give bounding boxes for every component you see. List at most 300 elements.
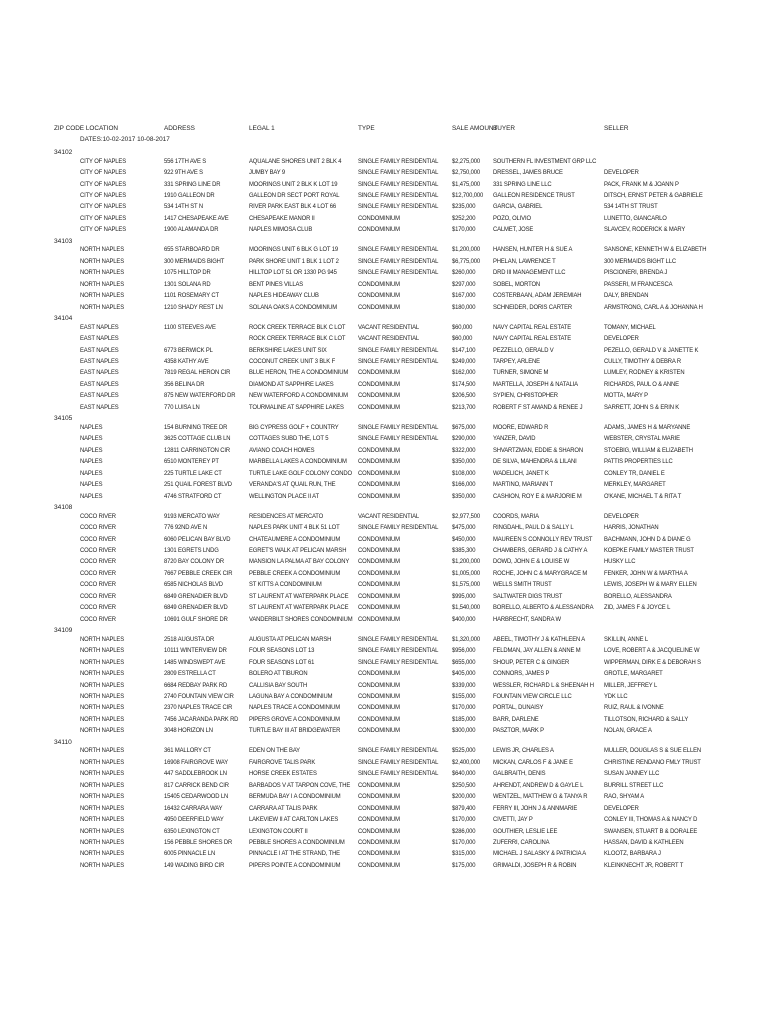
header-zip-location: ZIP CODE LOCATION bbox=[54, 125, 119, 132]
cell-address: 1301 EGRETS LNDG bbox=[164, 546, 219, 554]
cell-buyer: WENTZEL, MATTHEW G & TANYA R bbox=[493, 793, 588, 801]
cell-legal: HORSE CREEK ESTATES bbox=[249, 770, 317, 778]
cell-sale-amount: $249,000 bbox=[452, 358, 476, 365]
cell-type: CONDOMINIUM bbox=[358, 816, 400, 824]
cell-sale-amount: $6,775,000 bbox=[452, 257, 481, 265]
cell-sale-amount: $170,000 bbox=[452, 226, 476, 234]
cell-location: EAST NAPLES bbox=[80, 369, 119, 377]
cell-type: SINGLE FAMILY RESIDENTIAL bbox=[358, 770, 439, 778]
cell-sale-amount: $655,000 bbox=[452, 658, 476, 666]
cell-legal: ST LAURENT AT WATERPARK PLACE bbox=[249, 604, 349, 612]
cell-location: COCO RIVER bbox=[80, 535, 116, 543]
cell-buyer: MARTINO, MARIANN T bbox=[493, 481, 554, 489]
cell-seller: HARRIS, JONATHAN bbox=[604, 524, 659, 532]
cell-buyer: FELDMAN, JAY ALLEN & ANNE M bbox=[493, 647, 581, 655]
cell-sale-amount: $286,000 bbox=[452, 827, 476, 835]
cell-buyer: FERRY III, JOHN J & ANNMARIE bbox=[493, 804, 578, 812]
cell-type: SINGLE FAMILY RESIDENTIAL bbox=[358, 346, 439, 354]
cell-seller: LUMLEY, RODNEY & KRISTEN bbox=[604, 369, 685, 377]
cell-legal: NEW WATERFORD A CONDOMINIUM bbox=[249, 392, 348, 400]
cell-type: SINGLE FAMILY RESIDENTIAL bbox=[358, 203, 439, 211]
cell-seller: KLEINKNECHT JR, ROBERT T bbox=[604, 861, 684, 869]
cell-buyer: HARBRECHT, SANDRA W bbox=[493, 615, 561, 623]
cell-type: SINGLE FAMILY RESIDENTIAL bbox=[358, 423, 439, 431]
cell-buyer: DOWD, JOHN E & LOUISE W bbox=[493, 558, 570, 566]
cell-address: 331 SPRING LINE DR bbox=[164, 180, 221, 188]
cell-seller: CHRISTINE RENDANO FMLY TRUST bbox=[604, 758, 701, 766]
cell-address: 6684 REDBAY PARK RD bbox=[164, 681, 228, 689]
cell-address: 6060 PELICAN BAY BLVD bbox=[164, 535, 231, 543]
cell-seller: SUSAN JANNEY LLC bbox=[604, 770, 660, 778]
cell-buyer: MICKAN, CARLOS F & JANE E bbox=[493, 758, 573, 766]
cell-address: 3048 HORIZON LN bbox=[164, 727, 213, 735]
cell-type: CONDOMINIUM bbox=[358, 581, 400, 589]
cell-buyer: ZUFERRI, CAROLINA bbox=[493, 838, 550, 846]
cell-location: COCO RIVER bbox=[80, 615, 116, 623]
cell-type: CONDOMINIUM bbox=[358, 280, 400, 288]
cell-location: NORTH NAPLES bbox=[80, 269, 124, 277]
cell-type: CONDOMINIUM bbox=[358, 804, 400, 812]
cell-buyer: LEWIS JR, CHARLES A bbox=[493, 747, 554, 755]
cell-location: CITY OF NAPLES bbox=[80, 191, 126, 199]
cell-address: 10111 WINTERVIEW DR bbox=[164, 647, 227, 655]
cell-legal: EDEN ON THE BAY bbox=[249, 747, 300, 755]
cell-sale-amount: $213,700 bbox=[452, 403, 476, 411]
cell-type: SINGLE FAMILY RESIDENTIAL bbox=[358, 747, 439, 755]
cell-sale-amount: $170,000 bbox=[452, 838, 476, 846]
cell-legal: PEBBLE CREEK A CONDOMINIUM bbox=[249, 569, 341, 577]
cell-address: 7819 REGAL HERON CIR bbox=[164, 369, 231, 377]
cell-type: CONDOMINIUM bbox=[358, 838, 400, 846]
cell-legal: PARK SHORE UNIT 1 BLK 1 LOT 2 bbox=[249, 257, 339, 265]
cell-legal: BLUE HERON, THE A CONDOMINIUM bbox=[249, 369, 349, 377]
cell-sale-amount: $1,200,000 bbox=[452, 558, 481, 566]
cell-type: CONDOMINIUM bbox=[358, 781, 400, 789]
cell-address: 817 CARRICK BEND CIR bbox=[164, 781, 229, 789]
cell-buyer: FOUNTAIN VIEW CIRCLE LLC bbox=[493, 692, 572, 700]
cell-buyer: DRESSEL, JAMES BRUCE bbox=[493, 169, 563, 177]
cell-location: NORTH NAPLES bbox=[80, 758, 124, 766]
cell-legal: BERKSHIRE LAKES UNIT SIX bbox=[249, 346, 327, 354]
header-dates: DATES:10-02-2017 10-08-2017 bbox=[80, 136, 170, 143]
cell-type: SINGLE FAMILY RESIDENTIAL bbox=[358, 269, 439, 277]
cell-buyer: MAUREEN S CONNOLLY REV TRUST bbox=[493, 535, 593, 543]
cell-buyer: NAVY CAPITAL REAL ESTATE bbox=[493, 335, 572, 343]
cell-sale-amount: $2,750,000 bbox=[452, 169, 481, 177]
zip-code: 34105 bbox=[54, 415, 73, 423]
cell-location: EAST NAPLES bbox=[80, 335, 119, 343]
header-type: TYPE bbox=[358, 125, 375, 132]
cell-buyer: GALLEON RESIDENCE TRUST bbox=[493, 191, 575, 199]
cell-sale-amount: $995,000 bbox=[452, 592, 476, 600]
cell-legal: FOUR SEASONS LOT 13 bbox=[249, 647, 315, 655]
cell-type: CONDOMINIUM bbox=[358, 861, 400, 869]
cell-buyer: BARR, DARLENE bbox=[493, 715, 539, 723]
cell-buyer: DRD III MANAGEMENT LLC bbox=[493, 269, 566, 277]
cell-legal: GALLEON DR SECT PORT ROYAL bbox=[249, 191, 340, 199]
cell-sale-amount: $12,700,000 bbox=[452, 191, 484, 199]
cell-address: 361 MALLORY CT bbox=[164, 747, 211, 755]
cell-seller: DEVELOPER bbox=[604, 169, 639, 177]
cell-type: SINGLE FAMILY RESIDENTIAL bbox=[358, 658, 439, 666]
cell-location: NORTH NAPLES bbox=[80, 850, 124, 858]
cell-location: NORTH NAPLES bbox=[80, 770, 124, 778]
cell-sale-amount: $174,500 bbox=[452, 380, 476, 388]
cell-legal: LAKEVIEW II AT CARLTON LAKES bbox=[249, 816, 339, 824]
cell-address: 2809 ESTRELLA CT bbox=[164, 670, 216, 678]
cell-location: EAST NAPLES bbox=[80, 403, 119, 411]
cell-address: 6849 GRENADIER BLVD bbox=[164, 592, 228, 600]
cell-buyer: AHRENDT, ANDREW D & GAYLE L bbox=[493, 781, 584, 789]
cell-type: SINGLE FAMILY RESIDENTIAL bbox=[358, 257, 439, 265]
cell-legal: RESIDENCES AT MERCATO bbox=[249, 512, 324, 520]
cell-buyer: RINGDAHL, PAUL D & SALLY L bbox=[493, 524, 574, 532]
cell-type: VACANT RESIDENTIAL bbox=[358, 335, 420, 343]
cell-legal: COCONUT CREEK UNIT 3 BLK F bbox=[249, 358, 336, 365]
cell-legal: MARBELLA LAKES A CONDOMINIUM bbox=[249, 458, 347, 466]
cell-seller: LOVE, ROBERT A & JACQUELINE W bbox=[604, 647, 700, 655]
cell-legal: WELLINGTON PLACE II AT bbox=[249, 492, 319, 500]
cell-buyer: ABEEL, TIMOTHY J & KATHLEEN A bbox=[493, 635, 586, 643]
cell-location: NORTH NAPLES bbox=[80, 292, 124, 300]
cell-sale-amount: $2,400,000 bbox=[452, 758, 481, 766]
cell-seller: ZID, JAMES F & JOYCE L bbox=[604, 604, 671, 612]
cell-address: 356 BELINA DR bbox=[164, 380, 205, 388]
cell-seller: ADAMS, JAMES H & MARYANNE bbox=[604, 423, 691, 431]
cell-seller: BORELLO, ALESSANDRA bbox=[604, 592, 672, 600]
cell-sale-amount: $162,000 bbox=[452, 369, 476, 377]
cell-type: SINGLE FAMILY RESIDENTIAL bbox=[358, 169, 439, 177]
cell-legal: PIPERS GROVE A CONDOMINIUM bbox=[249, 715, 340, 723]
cell-buyer: POZO, OLIVIO bbox=[493, 214, 531, 222]
cell-address: 875 NEW WATERFORD DR bbox=[164, 392, 236, 400]
cell-address: 16908 FAIRGROVE WAY bbox=[164, 758, 229, 766]
cell-legal: PIPERS POINTE A CONDOMINIUM bbox=[249, 861, 341, 869]
zip-code: 34103 bbox=[54, 237, 73, 245]
cell-seller: YDK LLC bbox=[604, 692, 628, 700]
cell-seller: TILLOTSON, RICHARD & SALLY bbox=[604, 715, 689, 723]
cell-address: 6773 BERWICK PL bbox=[164, 346, 213, 354]
cell-legal: FOUR SEASONS LOT 61 bbox=[249, 658, 315, 666]
cell-location: CITY OF NAPLES bbox=[80, 203, 126, 211]
cell-seller: PEZELLO, GERALD V & JANETTE K bbox=[604, 346, 699, 354]
cell-type: CONDOMINIUM bbox=[358, 292, 400, 300]
cell-legal: BOLERO AT TIBURON bbox=[249, 670, 308, 678]
cell-legal: EGRET'S WALK AT PELICAN MARSH bbox=[249, 546, 347, 554]
header-address: ADDRESS bbox=[164, 125, 195, 132]
cell-address: 154 BURNING TREE DR bbox=[164, 423, 228, 431]
cell-location: NORTH NAPLES bbox=[80, 681, 124, 689]
cell-type: CONDOMINIUM bbox=[358, 303, 400, 311]
cell-address: 1417 CHESAPEAKE AVE bbox=[164, 214, 229, 222]
header-buyer: BUYER bbox=[493, 125, 516, 132]
cell-sale-amount: $1,005,000 bbox=[452, 569, 481, 577]
cell-location: NORTH NAPLES bbox=[80, 658, 124, 666]
cell-type: CONDOMINIUM bbox=[358, 214, 400, 222]
cell-address: 156 PEBBLE SHORES DR bbox=[164, 838, 233, 846]
cell-buyer: SHVARTZMAN, EDDIE & SHARON bbox=[493, 446, 583, 454]
cell-type: CONDOMINIUM bbox=[358, 715, 400, 723]
cell-seller: BURRILL STREET LLC bbox=[604, 781, 664, 789]
cell-buyer: MOORE, EDWARD R bbox=[493, 423, 549, 431]
cell-sale-amount: $108,000 bbox=[452, 469, 476, 477]
cell-legal: NAPLES MIMOSA CLUB bbox=[249, 226, 313, 234]
cell-seller: MERKLEY, MARGARET bbox=[604, 481, 666, 489]
cell-type: CONDOMINIUM bbox=[358, 403, 400, 411]
cell-seller: SANSONE, KENNETH W & ELIZABETH bbox=[604, 246, 707, 254]
cell-location: NORTH NAPLES bbox=[80, 246, 124, 254]
cell-location: EAST NAPLES bbox=[80, 358, 119, 365]
cell-address: 922 9TH AVE S bbox=[164, 169, 203, 177]
cell-sale-amount: $297,000 bbox=[452, 280, 476, 288]
cell-location: CITY OF NAPLES bbox=[80, 169, 126, 177]
cell-type: CONDOMINIUM bbox=[358, 369, 400, 377]
cell-buyer: CALMET, JOSE bbox=[493, 226, 534, 234]
cell-seller: WIPPERMAN, DIRK E & DEBORAH S bbox=[604, 658, 701, 666]
cell-sale-amount: $166,000 bbox=[452, 481, 476, 489]
cell-legal: SOLANA OAKS A CONDOMINIUM bbox=[249, 303, 338, 311]
cell-seller: HUSKY LLC bbox=[604, 558, 636, 566]
cell-sale-amount: $1,540,000 bbox=[452, 604, 481, 612]
cell-location: COCO RIVER bbox=[80, 604, 116, 612]
cell-buyer: DE SILVA, MAHENDRA & LILANI bbox=[493, 458, 577, 466]
cell-address: 16432 CARRARA WAY bbox=[164, 804, 223, 812]
cell-seller: TOMANY, MICHAEL bbox=[604, 323, 656, 331]
cell-location: NORTH NAPLES bbox=[80, 303, 124, 311]
cell-address: 4358 KATHY AVE bbox=[164, 358, 209, 365]
cell-buyer: SCHNEIDER, DORIS CARTER bbox=[493, 303, 573, 311]
cell-type: CONDOMINIUM bbox=[358, 458, 400, 466]
cell-legal: ST LAURENT AT WATERPARK PLACE bbox=[249, 592, 349, 600]
zip-code: 34109 bbox=[54, 627, 73, 635]
cell-type: CONDOMINIUM bbox=[358, 380, 400, 388]
cell-buyer: SOBEL, MORTON bbox=[493, 280, 541, 288]
cell-buyer: HANSEN, HUNTER H & SUE A bbox=[493, 246, 573, 254]
cell-sale-amount: $315,000 bbox=[452, 850, 476, 858]
cell-location: CITY OF NAPLES bbox=[80, 180, 126, 188]
cell-location: COCO RIVER bbox=[80, 546, 116, 554]
cell-seller: CULLY, TIMOTHY & DEBRA R bbox=[604, 358, 681, 365]
cell-address: 770 LUISA LN bbox=[164, 403, 200, 411]
cell-legal: CHESAPEAKE MANOR II bbox=[249, 214, 315, 222]
cell-location: NORTH NAPLES bbox=[80, 692, 124, 700]
cell-sale-amount: $250,500 bbox=[452, 781, 476, 789]
cell-sale-amount: $170,000 bbox=[452, 704, 476, 712]
cell-buyer: PASZTOR, MARK P bbox=[493, 727, 544, 735]
cell-legal: NAPLES HIDEAWAY CLUB bbox=[249, 292, 319, 300]
cell-buyer: GOUTHIER, LESLIE LEE bbox=[493, 827, 558, 835]
cell-seller: NOLAN, GRACE A bbox=[604, 727, 652, 735]
cell-location: CITY OF NAPLES bbox=[80, 157, 126, 165]
cell-legal: BARBADOS V AT TARPON COVE, THE bbox=[249, 781, 351, 789]
cell-type: CONDOMINIUM bbox=[358, 827, 400, 835]
cell-address: 10691 GULF SHORE DR bbox=[164, 615, 228, 623]
cell-sale-amount: $675,000 bbox=[452, 423, 476, 431]
cell-type: CONDOMINIUM bbox=[358, 850, 400, 858]
cell-type: SINGLE FAMILY RESIDENTIAL bbox=[358, 157, 439, 165]
cell-location: NAPLES bbox=[80, 423, 103, 431]
cell-location: NORTH NAPLES bbox=[80, 781, 124, 789]
cell-seller: PASSERI, M FRANCESCA bbox=[604, 280, 673, 288]
cell-type: CONDOMINIUM bbox=[358, 569, 400, 577]
cell-sale-amount: $290,000 bbox=[452, 435, 476, 443]
cell-buyer: ROBERT F ST AMAND & RENEE J bbox=[493, 403, 583, 411]
zip-code: 34108 bbox=[54, 504, 73, 511]
cell-location: NORTH NAPLES bbox=[80, 861, 124, 869]
cell-buyer: WESSLER, RICHARD L & SHEENAH H bbox=[493, 681, 594, 689]
cell-address: 2370 NAPLES TRACE CIR bbox=[164, 704, 233, 712]
cell-sale-amount: $640,000 bbox=[452, 770, 476, 778]
cell-location: NORTH NAPLES bbox=[80, 827, 124, 835]
cell-seller: WEBSTER, CRYSTAL MARIE bbox=[604, 435, 680, 443]
cell-location: NAPLES bbox=[80, 435, 103, 443]
cell-sale-amount: $200,000 bbox=[452, 793, 476, 801]
cell-seller: DEVELOPER bbox=[604, 804, 639, 812]
cell-address: 6585 NICHOLAS BLVD bbox=[164, 581, 223, 589]
cell-address: 1910 GALLEON DR bbox=[164, 191, 215, 199]
cell-address: 447 SADDLEBROOK LN bbox=[164, 770, 227, 778]
cell-sale-amount: $1,320,000 bbox=[452, 635, 481, 643]
cell-legal: NAPLES PARK UNIT 4 BLK 51 LOT bbox=[249, 524, 340, 532]
cell-buyer: GARCIA, GABRIEL bbox=[493, 203, 543, 211]
cell-sale-amount: $60,000 bbox=[452, 335, 473, 343]
cell-address: 6005 PINNACLE LN bbox=[164, 850, 216, 858]
zip-code: 34104 bbox=[54, 315, 73, 323]
cell-type: CONDOMINIUM bbox=[358, 793, 400, 801]
cell-location: CITY OF NAPLES bbox=[80, 226, 126, 234]
cell-type: SINGLE FAMILY RESIDENTIAL bbox=[358, 647, 439, 655]
cell-address: 6510 MONTEREY PT bbox=[164, 458, 219, 466]
cell-seller: GROTLE, MARGARET bbox=[604, 670, 663, 678]
cell-type: CONDOMINIUM bbox=[358, 670, 400, 678]
cell-sale-amount: $60,000 bbox=[452, 323, 473, 331]
cell-buyer: CASHION, ROY E & MARJORIE M bbox=[493, 492, 582, 500]
cell-seller: PATTIS PROPERTIES LLC bbox=[604, 458, 673, 466]
cell-seller: CONLEY III, THOMAS A & NANCY D bbox=[604, 816, 698, 824]
cell-seller: ARMSTRONG, CARL A & JOHANNA H bbox=[604, 303, 703, 311]
cell-seller: FENKER, JOHN W & MARTHA A bbox=[604, 569, 688, 577]
cell-buyer: SHOUP, PETER C & GINGER bbox=[493, 658, 570, 666]
cell-sale-amount: $400,000 bbox=[452, 615, 476, 623]
cell-address: 1301 SOLANA RD bbox=[164, 280, 211, 288]
cell-address: 15405 CEDARWOOD LN bbox=[164, 793, 229, 801]
cell-location: COCO RIVER bbox=[80, 558, 116, 566]
cell-seller: 534 14TH ST TRUST bbox=[604, 203, 658, 211]
cell-address: 4746 STRATFORD CT bbox=[164, 492, 222, 500]
cell-buyer: MARTELLA, JOSEPH & NATALIA bbox=[493, 380, 578, 388]
cell-seller: MILLER, JEFFREY L bbox=[604, 681, 658, 689]
cell-location: NORTH NAPLES bbox=[80, 715, 124, 723]
cell-buyer: PEZZELLO, GERALD V bbox=[493, 346, 554, 354]
cell-buyer: CHAMBERS, GERARD J & CATHY A bbox=[493, 546, 588, 554]
cell-sale-amount: $450,000 bbox=[452, 535, 476, 543]
cell-type: SINGLE FAMILY RESIDENTIAL bbox=[358, 191, 439, 199]
cell-location: NORTH NAPLES bbox=[80, 670, 124, 678]
zip-code: 34102 bbox=[54, 149, 73, 156]
header-sale-amount: SALE AMOUNT bbox=[452, 125, 498, 132]
cell-address: 1101 ROSEMARY CT bbox=[164, 292, 219, 300]
cell-sale-amount: $405,000 bbox=[452, 670, 476, 678]
cell-seller: DEVELOPER bbox=[604, 335, 639, 343]
cell-address: 149 WADING BIRD CIR bbox=[164, 861, 225, 869]
cell-seller: MULLER, DOUGLAS S & SUE ELLEN bbox=[604, 747, 701, 755]
cell-legal: NAPLES TRACE A CONDOMINIUM bbox=[249, 704, 341, 712]
cell-legal: CARRARA AT TALIS PARK bbox=[249, 804, 318, 812]
cell-location: COCO RIVER bbox=[80, 524, 116, 532]
cell-legal: MANSION LA PALMA AT BAY COLONY bbox=[249, 558, 350, 566]
cell-sale-amount: $155,000 bbox=[452, 692, 476, 700]
cell-legal: DIAMOND AT SAPPHIRE LAKES bbox=[249, 380, 334, 388]
cell-type: CONDOMINIUM bbox=[358, 727, 400, 735]
cell-legal: BENT PINES VILLAS bbox=[249, 280, 304, 288]
cell-sale-amount: $475,000 bbox=[452, 524, 476, 532]
cell-address: 3625 COTTAGE CLUB LN bbox=[164, 435, 231, 443]
cell-address: 8720 BAY COLONY DR bbox=[164, 558, 224, 566]
cell-buyer: 331 SPRING LINE LLC bbox=[493, 180, 552, 188]
cell-buyer: CONNORS, JAMES P bbox=[493, 670, 550, 678]
cell-address: 6350 LEXINGTON CT bbox=[164, 827, 220, 835]
cell-sale-amount: $2,275,000 bbox=[452, 157, 481, 165]
cell-type: CONDOMINIUM bbox=[358, 535, 400, 543]
cell-legal: VERANDA'S AT QUAIL RUN, THE bbox=[249, 481, 336, 489]
cell-sale-amount: $956,000 bbox=[452, 647, 476, 655]
cell-location: COCO RIVER bbox=[80, 512, 116, 520]
cell-seller: KLOOTZ, BARBARA J bbox=[604, 850, 661, 858]
cell-type: SINGLE FAMILY RESIDENTIAL bbox=[358, 758, 439, 766]
cell-buyer: WELLS SMITH TRUST bbox=[493, 581, 552, 589]
cell-type: SINGLE FAMILY RESIDENTIAL bbox=[358, 435, 439, 443]
cell-legal: MOORINGS UNIT 2 BLK K LOT 19 bbox=[249, 180, 338, 188]
cell-sale-amount: $322,000 bbox=[452, 446, 476, 454]
cell-type: SINGLE FAMILY RESIDENTIAL bbox=[358, 524, 439, 532]
cell-legal: TURTLE LAKE GOLF COLONY CONDO bbox=[249, 469, 352, 477]
cell-seller: SWANSEN, STUART B & DORALEE bbox=[604, 827, 698, 835]
cell-seller: SKILLIN, ANNE L bbox=[604, 635, 649, 643]
cell-buyer: SOUTHERN FL INVESTMENT GRP LLC bbox=[493, 157, 597, 165]
cell-type: CONDOMINIUM bbox=[358, 615, 400, 623]
cell-location: NORTH NAPLES bbox=[80, 747, 124, 755]
cell-legal: VANDERBILT SHORES CONDOMINIUM bbox=[249, 615, 353, 623]
cell-type: SINGLE FAMILY RESIDENTIAL bbox=[358, 246, 439, 254]
cell-legal: COTTAGES SUBD THE, LOT 5 bbox=[249, 435, 329, 443]
cell-sale-amount: $147,100 bbox=[452, 346, 476, 354]
cell-buyer: GRIMALDI, JOSEPH R & ROBIN bbox=[493, 861, 577, 869]
cell-seller: SLAVCEV, RODERICK & MARY bbox=[604, 226, 686, 234]
cell-seller: KOEPKE FAMILY MASTER TRUST bbox=[604, 546, 694, 554]
cell-type: CONDOMINIUM bbox=[358, 446, 400, 454]
cell-location: EAST NAPLES bbox=[80, 392, 119, 400]
cell-location: NORTH NAPLES bbox=[80, 704, 124, 712]
cell-sale-amount: $300,000 bbox=[452, 727, 476, 735]
cell-legal: CHATEAUMERE A CONDOMINIUM bbox=[249, 535, 341, 543]
cell-seller: HASSAN, DAVID & KATHLEEN bbox=[604, 838, 684, 846]
cell-location: NAPLES bbox=[80, 481, 103, 489]
cell-legal: AQUALANE SHORES UNIT 2 BLK 4 bbox=[249, 157, 342, 165]
cell-seller: O'KANE, MICHAEL T & RITA T bbox=[604, 492, 682, 500]
cell-legal: BERMUDA BAY I A CONDOMINIUM bbox=[249, 793, 341, 801]
cell-legal: AUGUSTA AT PELICAN MARSH bbox=[249, 635, 332, 643]
cell-location: NAPLES bbox=[80, 469, 103, 477]
cell-seller: BACHMANN, JOHN D & DIANE G bbox=[604, 535, 691, 543]
cell-address: 225 TURTLE LAKE CT bbox=[164, 469, 222, 477]
cell-address: 300 MERMAIDS BIGHT bbox=[164, 257, 225, 265]
cell-location: EAST NAPLES bbox=[80, 323, 119, 331]
cell-address: 556 17TH AVE S bbox=[164, 157, 207, 165]
cell-type: CONDOMINIUM bbox=[358, 558, 400, 566]
cell-buyer: PHELAN, LAWRENCE T bbox=[493, 257, 556, 265]
cell-type: CONDOMINIUM bbox=[358, 469, 400, 477]
header-legal: LEGAL 1 bbox=[249, 125, 275, 132]
